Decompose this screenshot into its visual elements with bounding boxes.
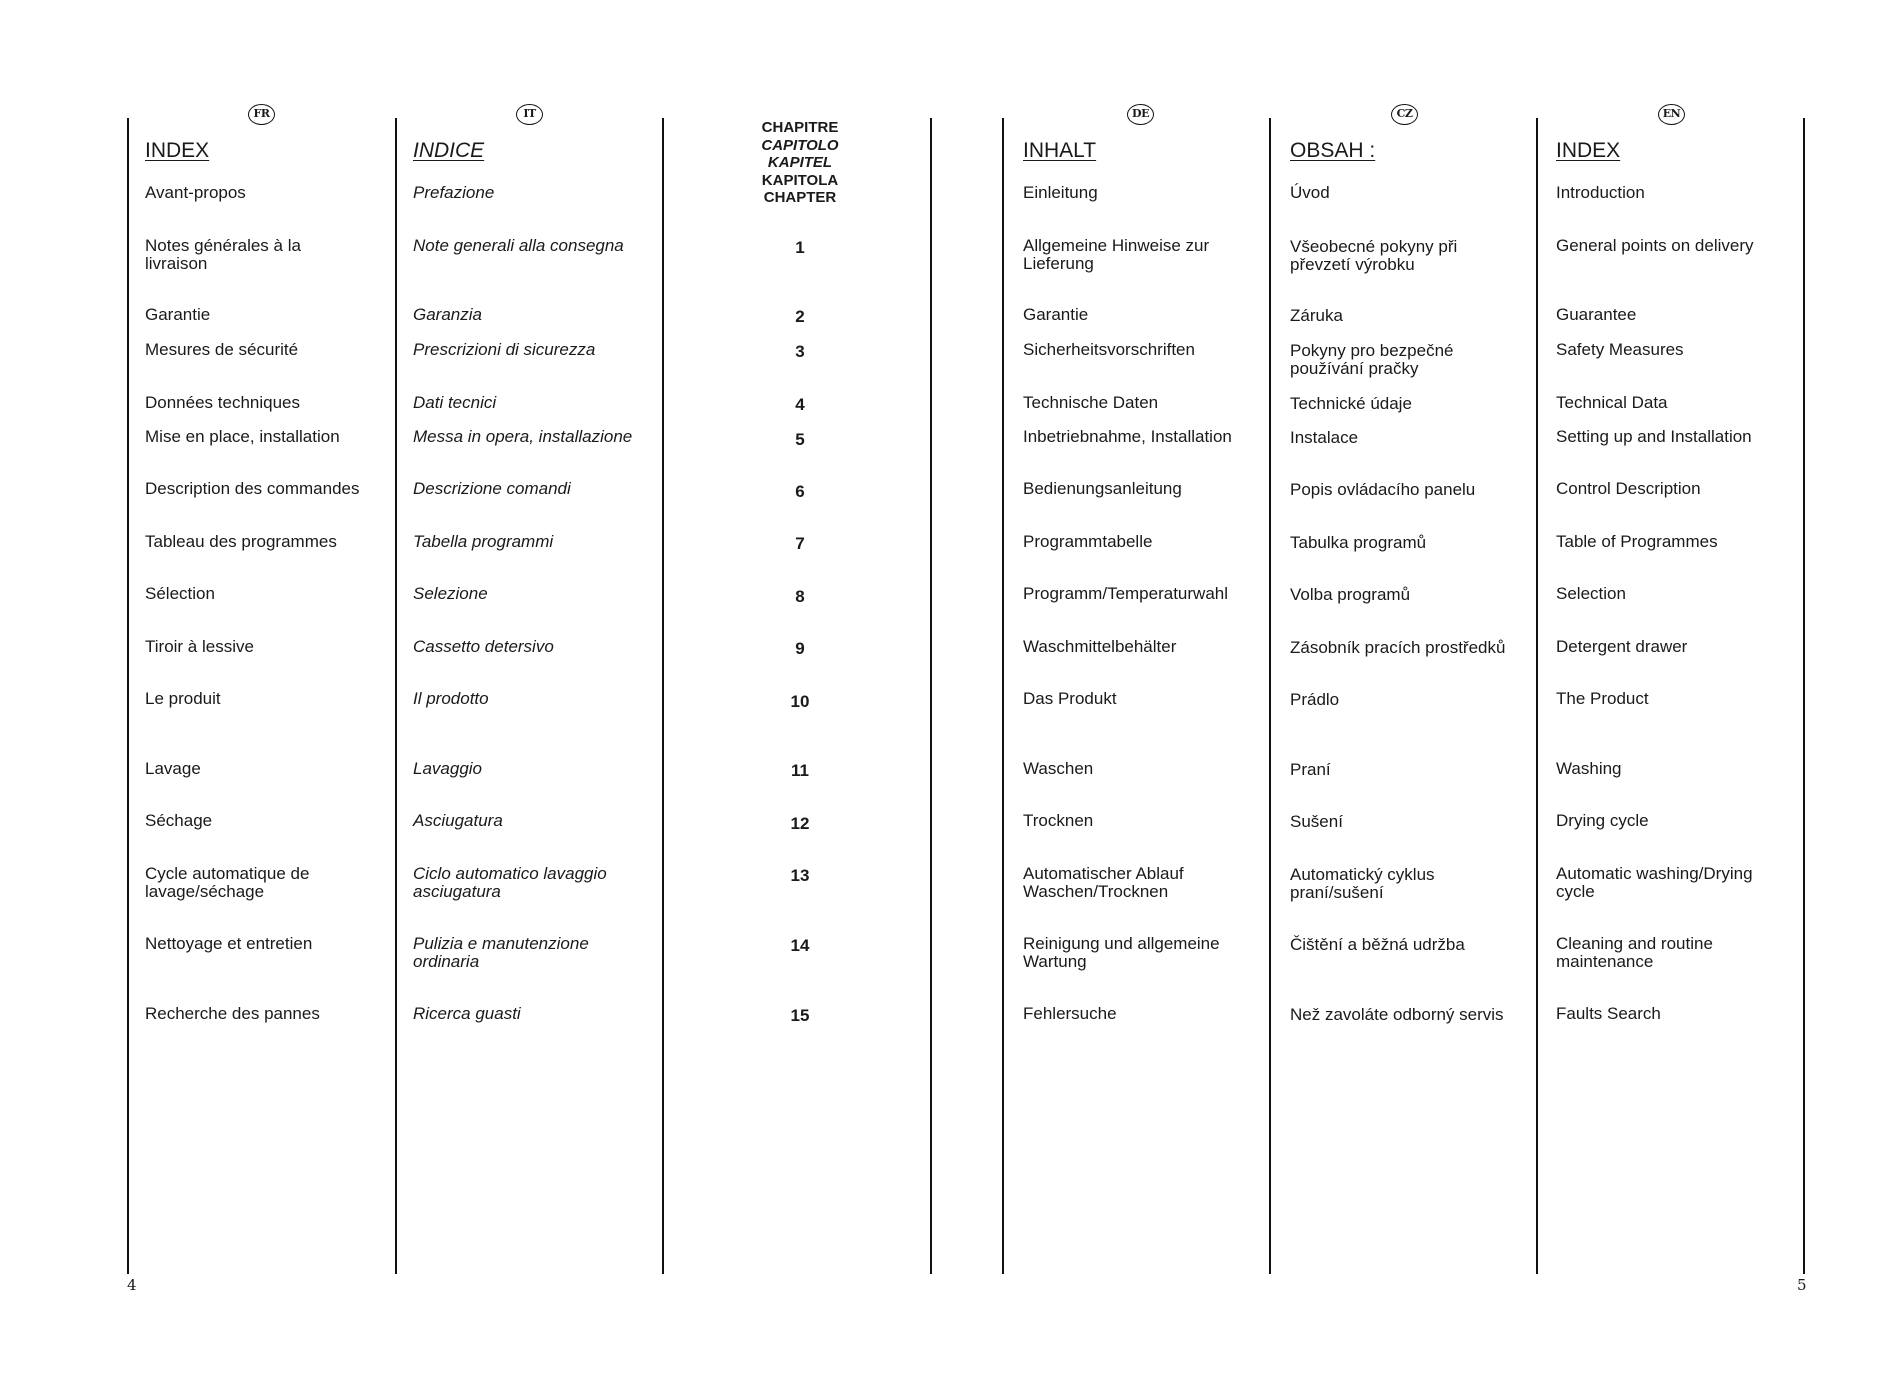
page-number-left: 4	[127, 1276, 137, 1294]
chapter-header-it: CAPITOLO	[761, 136, 839, 154]
chapter-number: 1	[795, 238, 805, 257]
entry: Ricerca guasti	[413, 1004, 521, 1023]
entry: Asciugatura	[413, 811, 503, 830]
column-rule	[1803, 118, 1805, 1274]
entry: Prádlo	[1290, 690, 1340, 709]
entry: Záruka	[1290, 306, 1343, 325]
entry: Lavaggio	[413, 759, 483, 778]
entry: Messa in opera, installazione	[413, 427, 633, 446]
entry: Recherche des pannes	[145, 1004, 320, 1023]
entry: Ciclo automatico lavaggio asciugatura	[413, 864, 607, 901]
chapter-header-de: KAPITEL	[767, 154, 833, 171]
entry-intro: Introduction	[1556, 183, 1645, 202]
chapter-number: 2	[795, 307, 805, 326]
chapter-number: 13	[790, 866, 810, 885]
entry: Das Produkt	[1023, 689, 1117, 708]
entry: Automatischer Ablauf Waschen/Trocknen	[1023, 864, 1184, 901]
entry: Technical Data	[1556, 393, 1668, 412]
column-heading-de: INHALT	[1023, 139, 1097, 162]
entry: Programm/Temperaturwahl	[1023, 584, 1229, 603]
entry: Tabella programmi	[413, 532, 554, 551]
entry: Tabulka programů	[1290, 533, 1427, 552]
entry-intro: Prefazione	[413, 183, 495, 202]
column-rule	[1536, 118, 1538, 1274]
entry: Zásobník pracích prostředků	[1290, 638, 1506, 657]
entry: Popis ovládacího panelu	[1290, 480, 1476, 499]
entry: Waschmittelbehälter	[1023, 637, 1177, 656]
entry: Volba programů	[1290, 585, 1411, 604]
entry: Descrizione comandi	[413, 479, 571, 498]
entry: Sicherheitsvorschriften	[1023, 340, 1195, 359]
chapter-number: 15	[790, 1006, 810, 1025]
entry: Drying cycle	[1556, 811, 1649, 830]
entry: Il prodotto	[413, 689, 489, 708]
page-number-right: 5	[1797, 1276, 1807, 1294]
chapter-number: 8	[795, 587, 805, 606]
entry: Séchage	[145, 811, 213, 830]
language-badge-it: IT	[516, 104, 543, 125]
column-rule	[1269, 118, 1271, 1274]
entry: Pulizia e manutenzione ordinaria	[413, 934, 589, 971]
entry-intro: Avant-propos	[145, 183, 246, 202]
entry: Selection	[1556, 584, 1626, 603]
entry: Instalace	[1290, 428, 1359, 447]
entry: Washing	[1556, 759, 1622, 778]
entry: Mise en place, installation	[145, 427, 340, 446]
chapter-header	[740, 119, 860, 207]
language-badge-fr: FR	[248, 104, 275, 125]
entry: Waschen	[1023, 759, 1094, 778]
entry: Sušení	[1290, 812, 1343, 831]
column-rule	[127, 118, 129, 1274]
entry: Bedienungsanleitung	[1023, 479, 1182, 498]
language-badge-cz: CZ	[1391, 104, 1418, 125]
entry: Safety Measures	[1556, 340, 1684, 359]
chapter-number: 7	[795, 534, 805, 553]
entry: Automatic washing/Drying cycle	[1556, 864, 1753, 901]
column-heading-it: INDICE	[413, 139, 485, 162]
entry: Pokyny pro bezpečné používání pračky	[1290, 341, 1454, 378]
column-rule	[662, 118, 664, 1274]
entry: Reinigung und allgemeine Wartung	[1023, 934, 1220, 971]
entry: The Product	[1556, 689, 1649, 708]
chapter-number: 11	[791, 761, 809, 780]
entry: Faults Search	[1556, 1004, 1661, 1023]
column-rule	[1002, 118, 1004, 1274]
entry: Než zavoláte odborný servis	[1290, 1005, 1504, 1024]
column-rule	[930, 118, 932, 1274]
chapter-header-cz: KAPITOLA	[761, 171, 839, 189]
entry: Control Description	[1556, 479, 1701, 498]
entry: Garantie	[1023, 305, 1089, 324]
entry: Inbetriebnahme, Installation	[1023, 427, 1232, 446]
entry: Všeobecné pokyny při převzetí výrobku	[1290, 237, 1458, 274]
entry: Technické údaje	[1290, 394, 1412, 413]
entry: Description des commandes	[145, 479, 360, 498]
chapter-number: 9	[795, 639, 805, 658]
entry: Čištění a běžná udržba	[1290, 935, 1465, 954]
entry: Mesures de sécurité	[145, 340, 299, 359]
entry: Allgemeine Hinweise zur Lieferung	[1023, 236, 1210, 273]
chapter-number: 12	[790, 814, 810, 833]
entry: Tiroir à lessive	[145, 637, 254, 656]
entry: Automatický cyklus praní/sušení	[1290, 865, 1435, 902]
entry: Praní	[1290, 760, 1331, 779]
entry: Table of Programmes	[1556, 532, 1718, 551]
column-rule	[395, 118, 397, 1274]
entry: Setting up and Installation	[1556, 427, 1752, 446]
chapter-header-fr: CHAPITRE	[761, 119, 839, 136]
entry: Detergent drawer	[1556, 637, 1688, 656]
language-badge-en: EN	[1658, 104, 1685, 125]
entry: Lavage	[145, 759, 201, 778]
language-badge-de: DE	[1127, 104, 1154, 125]
entry: Dati tecnici	[413, 393, 497, 412]
entry: Sélection	[145, 584, 215, 603]
chapter-number: 14	[790, 936, 810, 955]
entry: Données techniques	[145, 393, 301, 412]
entry: Le produit	[145, 689, 221, 708]
entry: Programmtabelle	[1023, 532, 1153, 551]
entry-intro: Úvod	[1290, 183, 1330, 202]
chapter-number: 3	[795, 342, 805, 361]
entry-intro: Einleitung	[1023, 183, 1098, 202]
entry: Prescrizioni di sicurezza	[413, 340, 596, 359]
chapter-header-en: CHAPTER	[763, 189, 837, 206]
entry: Nettoyage et entretien	[145, 934, 313, 953]
entry: Selezione	[413, 584, 488, 603]
entry: Note generali alla consegna	[413, 236, 624, 255]
entry: Guarantee	[1556, 305, 1637, 324]
column-heading-en: INDEX	[1556, 139, 1621, 162]
entry: Garanzia	[413, 305, 482, 324]
chapter-number: 10	[790, 692, 810, 711]
entry: Technische Daten	[1023, 393, 1159, 412]
entry: Notes générales à la livraison	[145, 236, 301, 273]
entry: Cassetto detersivo	[413, 637, 554, 656]
entry: Cleaning and routine maintenance	[1556, 934, 1713, 971]
column-heading-fr: INDEX	[145, 139, 210, 162]
entry: Tableau des programmes	[145, 532, 337, 551]
entry: Trocknen	[1023, 811, 1094, 830]
column-heading-cz: OBSAH :	[1290, 139, 1376, 162]
chapter-number: 5	[795, 430, 805, 449]
chapter-number: 4	[795, 395, 805, 414]
chapter-number: 6	[795, 482, 805, 501]
entry: Fehlersuche	[1023, 1004, 1117, 1023]
entry: Garantie	[145, 305, 211, 324]
entry: General points on delivery	[1556, 236, 1754, 255]
entry: Cycle automatique de lavage/séchage	[145, 864, 310, 901]
